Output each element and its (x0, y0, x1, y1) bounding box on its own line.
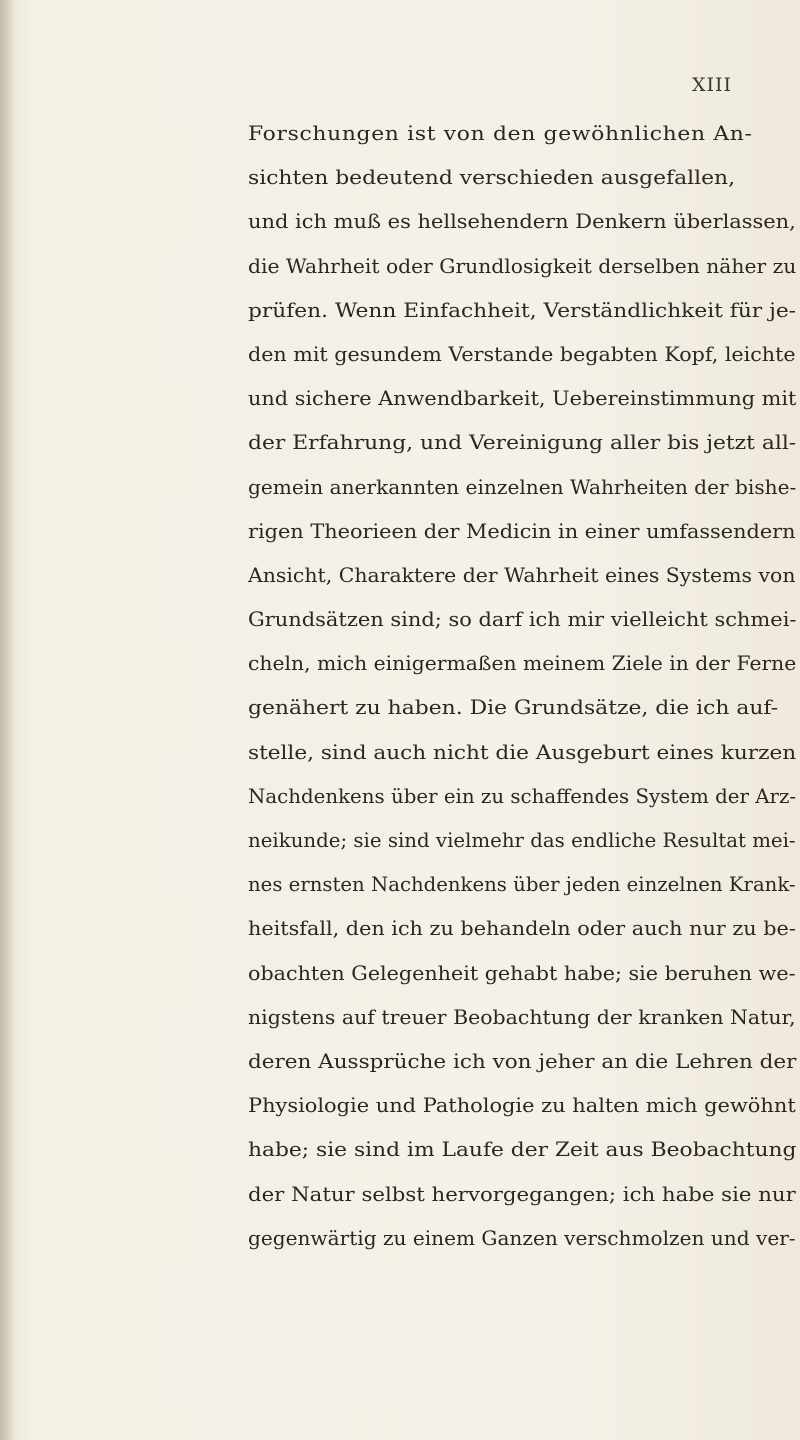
text-line: Physiologie und Pathologie zu halten mich gewöhnt (248, 1094, 796, 1118)
text-line: Ansicht, Charaktere der Wahrheit eines Systems von (248, 563, 796, 587)
text-line: die Wahrheit oder Grundlosigkeit derselben näher zu (248, 254, 797, 278)
text-line: habe; sie sind im Laufe der Zeit aus Beobachtung (248, 1138, 797, 1162)
text-line: der Erfahrung, und Vereinigung aller bis jetzt all- (248, 431, 797, 455)
text-line: den mit gesundem Verstande begabten Kopf, leichte (248, 342, 796, 366)
text-line: obachten Gelegenheit gehabt habe; sie beruhen we- (248, 961, 796, 985)
page-number: XIII (691, 74, 732, 96)
text-line: deren Aussprüche ich von jeher an die Lehren der (248, 1049, 797, 1073)
text-line: Grundsätzen sind; so darf ich mir vielleicht schmei- (248, 608, 797, 632)
text-line: und ich muß es hellsehendern Denkern überlassen, (248, 210, 796, 234)
body-text (248, 112, 796, 1261)
text-line: cheln, mich einigermaßen meinem Ziele in der Ferne (248, 652, 797, 676)
text-line: nes ernsten Nachdenkens über jeden einzelnen Krank- (248, 873, 796, 897)
text-line: Nachdenkens über ein zu schaffendes System der Arz- (248, 784, 797, 808)
text-line: neikunde; sie sind vielmehr das endliche Resultat mei- (248, 829, 796, 852)
page-gutter-shadow (0, 0, 16, 1440)
text-line: heitsfall, den ich zu behandeln oder auch nur zu be- (248, 917, 796, 941)
text-line: nigstens auf treuer Beobachtung der kranken Natur, (248, 1005, 796, 1029)
text-line: gegenwärtig zu einem Ganzen verschmolzen und ver- (248, 1226, 796, 1250)
text-line: prüfen. Wenn Einfachheit, Verständlichkeit für je- (248, 298, 797, 322)
text-line: rigen Theorieen der Medicin in einer umfassendern (248, 519, 796, 543)
text-line: sichten bedeutend verschieden ausgefallen, (248, 166, 736, 190)
text-line: und sichere Anwendbarkeit, Uebereinstimmung mit (248, 387, 797, 411)
text-line: der Natur selbst hervorgegangen; ich habe sie nur (248, 1182, 796, 1206)
text-line: Forschungen ist von den gewöhnlichen An- (248, 122, 753, 145)
text-line: genähert zu haben. Die Grundsätze, die ich auf- (248, 696, 779, 720)
text-line: stelle, sind auch nicht die Ausgeburt eines kurzen (248, 740, 797, 764)
text-line: gemein anerkannten einzelnen Wahrheiten der bishe- (248, 475, 797, 499)
